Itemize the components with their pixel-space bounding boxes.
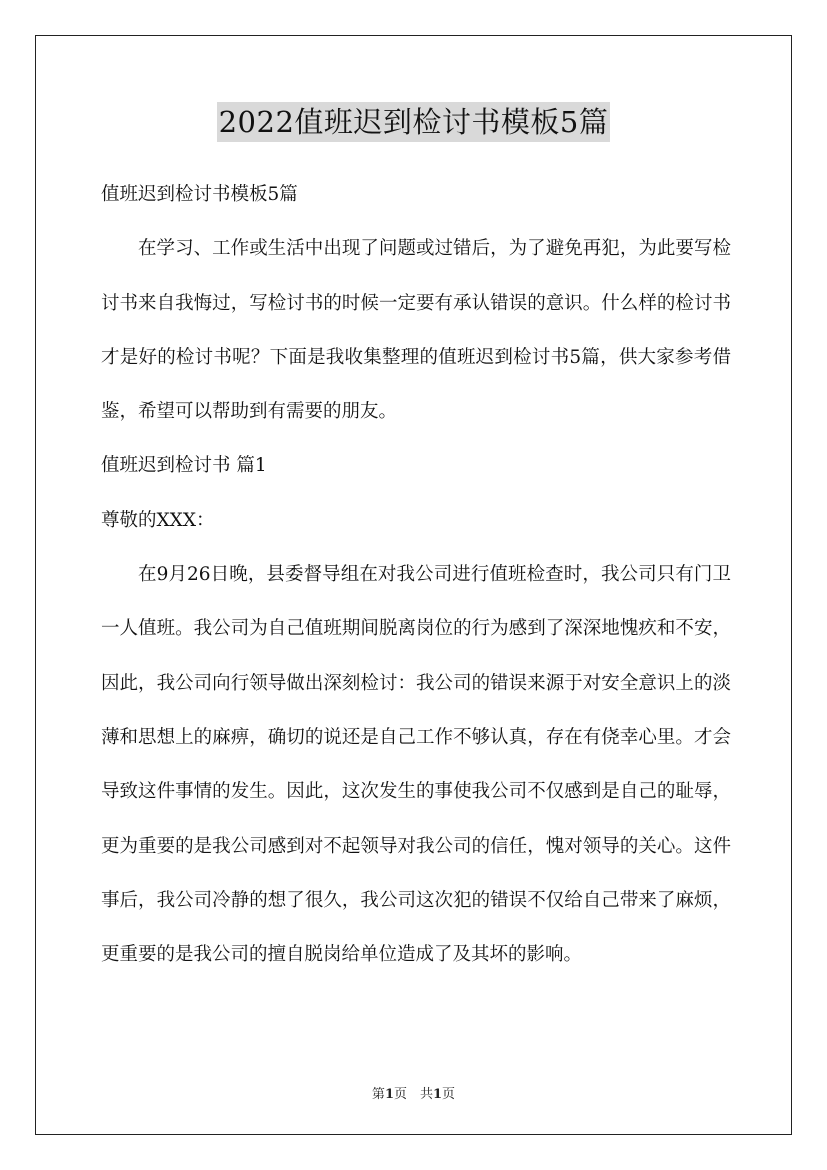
document-title: 2022值班迟到检讨书模板5篇 xyxy=(217,102,611,142)
title-container xyxy=(0,102,827,142)
intro-paragraph: 在学习、工作或生活中出现了问题或过错后，为了避免再犯，为此要写检讨书来自我悔过，写检讨书的时候一定要有承认错误的意识。什么样的检讨书才是好的检讨书呢？下面是我收集整理的值班迟到检讨书5篇，供大家参考借鉴，希望可以帮助到有需要的朋友。 xyxy=(101,238,731,423)
body-paragraph: 在9月26日晚，县委督导组在对我公司进行值班检查时，我公司只有门卫一人值班。我公司为自己值班期间脱离岗位的行为感到了深深地愧疚和不安，因此，我公司向行领导做出深刻检讨：我公司的错误来源于对安全意识上的淡薄和思想上的麻痹，确切的说还是自己工作不够认真，存在有侥幸心里。才会导致这件事情的发生。因此，这次发生的事使我公司不仅感到是自己的耻辱，更为重要的是我公司感到对不起领导对我公司的信任，愧对领导的关心。这件事后，我公司冷静的想了很久，我公司这次犯的错误不仅给自己带来了麻烦，更重要的是我公司的擅自脱岗给单位造成了及其坏的影响。 xyxy=(101,564,731,966)
salutation: 尊敬的XXX： xyxy=(101,509,215,531)
footer-current-page: 1 xyxy=(384,1087,394,1102)
section-heading: 值班迟到检讨书 篇1 xyxy=(101,455,267,477)
footer-mid: 页 共 xyxy=(393,1087,433,1102)
page-footer xyxy=(0,1083,827,1102)
footer-prefix: 第 xyxy=(371,1087,385,1102)
footer-suffix: 页 xyxy=(442,1087,456,1102)
subtitle-line: 值班迟到检讨书模板5篇 xyxy=(101,184,298,205)
footer-total-pages: 1 xyxy=(433,1087,443,1102)
document-body xyxy=(101,168,731,982)
